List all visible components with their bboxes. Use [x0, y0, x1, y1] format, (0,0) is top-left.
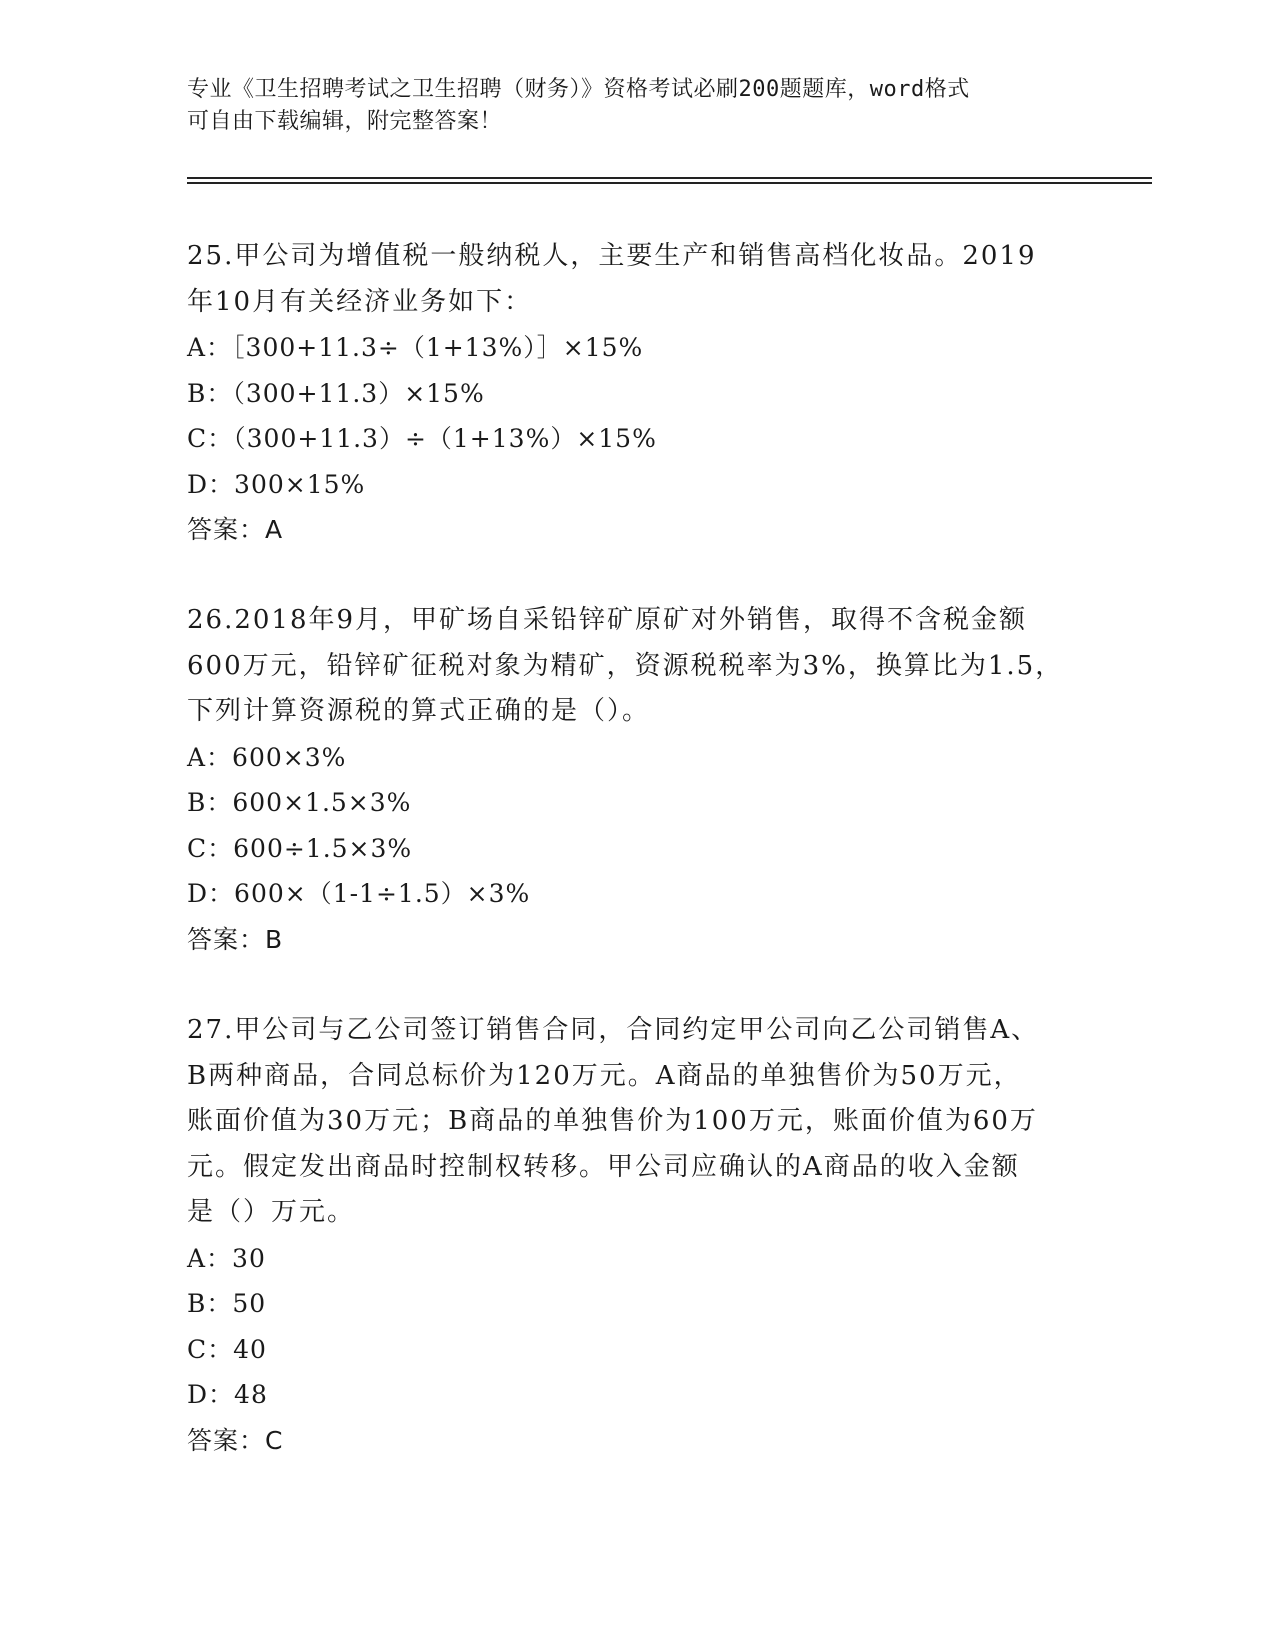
question-stem [187, 1008, 1087, 1236]
answer-label: 答案：B [187, 924, 284, 954]
header-divider-top [187, 177, 1152, 179]
option-c: C：600÷1.5×3% [187, 833, 413, 863]
question-25 [187, 234, 1087, 553]
document-header [187, 74, 1067, 138]
option-c: C：40 [187, 1334, 267, 1364]
option-d: D：600×（1-1÷1.5）×3% [187, 879, 531, 908]
option-a: A：30 [187, 1243, 266, 1273]
stem-line: 26.2018年9月，甲矿场自采铅锌矿原矿对外销售，取得不含税金额 [187, 605, 1028, 635]
stem-line: 600万元，铅锌矿征税对象为精矿，资源税税率为3%，换算比为1.5， [187, 650, 1064, 681]
question-stem [187, 598, 1087, 735]
answer-label: 答案：C [187, 1425, 284, 1455]
stem-line: 账面价值为30万元；B商品的单独售价为100万元，账面价值为60万 [187, 1106, 1038, 1136]
option-d: D：300×15% [187, 469, 366, 499]
header-line-1: 专业《卫生招聘考试之卫生招聘（财务）》资格考试必刷200题题库，word格式 [187, 77, 970, 102]
stem-line: 27.甲公司与乙公司签订销售合同，合同约定甲公司向乙公司销售A、 [187, 1015, 1040, 1045]
answer-label: 答案：A [187, 515, 284, 544]
header-divider-bottom [187, 182, 1152, 184]
stem-line: 25.甲公司为增值税一般纳税人，主要生产和销售高档化妆品。2019 [187, 241, 1037, 271]
option-d: D：48 [187, 1380, 268, 1409]
option-b: B：600×1.5×3% [187, 788, 412, 817]
option-c: C：（300+11.3）÷（1+13%）×15% [187, 424, 657, 453]
option-b: B：50 [187, 1289, 267, 1318]
stem-line: 下列计算资源税的算式正确的是（）。 [187, 696, 651, 726]
stem-line: B两种商品，合同总标价为120万元。A商品的单独售价为50万元， [187, 1060, 1022, 1091]
question-26 [187, 598, 1087, 962]
question-27 [187, 1008, 1087, 1463]
question-stem [187, 234, 1087, 325]
header-line-2: 可自由下载编辑，附完整答案！ [187, 109, 503, 134]
option-a: A：［300+11.3÷（1+13%）］×15% [187, 333, 644, 362]
stem-line: 元。假定发出商品时控制权转移。甲公司应确认的A商品的收入金额 [187, 1151, 1020, 1182]
option-a: A：600×3% [187, 742, 347, 772]
stem-line: 是（）万元。 [187, 1197, 356, 1227]
stem-line: 年10月有关经济业务如下： [187, 286, 533, 317]
option-b: B：（300+11.3）×15% [187, 378, 485, 408]
